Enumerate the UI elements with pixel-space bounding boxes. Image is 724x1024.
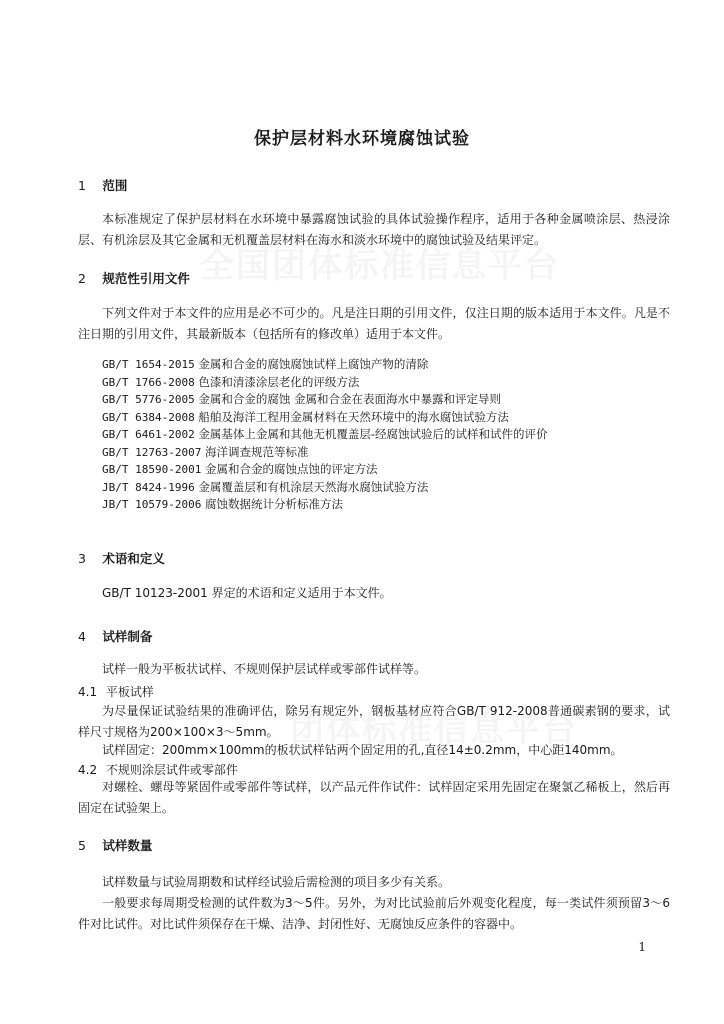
- section-heading-normative-references: [78, 269, 190, 287]
- subsection-heading-flat-specimen: [78, 683, 154, 700]
- reference-item: [102, 496, 548, 514]
- section-heading-specimen-preparation: [78, 627, 152, 645]
- section-heading-scope: [78, 176, 127, 194]
- paragraph: GB/T 10123-2001 界定的术语和定义适用于本文件。: [102, 586, 392, 600]
- section-heading-terms: [78, 549, 165, 567]
- reference-title: 腐蚀数据统计分析标准方法: [205, 497, 343, 511]
- reference-item: [102, 444, 548, 462]
- reference-title: 金属覆盖层和有机涂层天然海水腐蚀试验方法: [198, 479, 429, 494]
- paragraph: 本标准规定了保护层材料在水环境中暴露腐蚀试验的具体试验操作程序，适用于各种金属喷涂层、热浸涂层、有机涂层及其它金属和无机覆盖层材料在海水和淡水环境中的腐蚀试验及结果评定。: [78, 212, 670, 247]
- reference-title: 船舶及海洋工程用金属材料在天然环境中的海水腐蚀试验方法: [198, 409, 509, 424]
- reference-title: 金属和合金的腐蚀腐蚀试样上腐蚀产物的清除: [198, 357, 429, 371]
- section-heading-specimen-quantity: [78, 836, 152, 854]
- section-number: 1: [78, 178, 86, 193]
- reference-code: GB/T 5776-2005: [102, 393, 195, 406]
- paragraph: 对螺栓、螺母等紧固件或零部件等试样，以产品元件作试件：试样固定采用先固定在聚氯乙稀板上，然后再固定在试验架上。: [78, 780, 670, 815]
- reference-item: [102, 461, 548, 479]
- subsection-number: 4.1: [78, 685, 98, 699]
- page-number: 1: [638, 940, 646, 954]
- subsection-number: 4.2: [78, 763, 98, 777]
- reference-title: 金属和合金的腐蚀 金属和合金在表面海水中暴露和评定导则: [198, 392, 502, 406]
- reference-code: GB/T 6461-2002: [102, 428, 195, 441]
- reference-code: JB/T 8424-1996: [102, 480, 195, 494]
- section-title: 范围: [102, 178, 128, 193]
- reference-code: GB/T 12763-2007: [102, 445, 202, 459]
- paragraph: 为尽量保证试验结果的准确评估，除另有规定外，钢板基材应符合GB/T 912-2008普通碳素钢的要求，试样尺寸规格为200×100×3～5mm。: [78, 704, 670, 739]
- reference-code: JB/T 10579-2006: [102, 498, 202, 511]
- reference-code: GB/T 1766-2008: [102, 375, 195, 389]
- reference-list: [102, 356, 548, 514]
- section-title: 规范性引用文件: [102, 271, 190, 286]
- section-title: 术语和定义: [102, 551, 165, 566]
- reference-item: [102, 391, 548, 409]
- section-number: 3: [78, 551, 86, 566]
- reference-item: [102, 426, 548, 444]
- reference-code: GB/T 6384-2008: [102, 410, 195, 424]
- watermark: 团体标准信息平台: [290, 710, 578, 750]
- document-title: 保护层材料水环境腐蚀试验: [254, 129, 470, 149]
- reference-item: [102, 374, 548, 392]
- reference-title: 金属和合金的腐蚀点蚀的评定方法: [205, 462, 378, 476]
- section-number: 2: [78, 271, 86, 286]
- reference-item: [102, 479, 548, 497]
- section-number: 4: [78, 629, 86, 644]
- section-title: 试样制备: [102, 629, 153, 644]
- reference-code: GB/T 1654-2015: [102, 358, 195, 371]
- paragraph: 试样一般为平板状试样、不规则保护层试样或零部件试样等。: [102, 662, 427, 676]
- reference-item: [102, 409, 548, 427]
- reference-item: [102, 356, 548, 374]
- reference-title: 海洋调查规范等标准: [205, 444, 309, 459]
- paragraph: 一般要求每周期受检测的试件数为3～5件。另外，为对比试验前后外观变化程度，每一类试件须预留3～6件对比试件。对比试件须保存在干燥、洁净、封闭性好、无腐蚀反应条件的容器中。: [78, 896, 670, 931]
- section-title: 试样数量: [102, 838, 153, 853]
- section-number: 5: [78, 838, 86, 853]
- reference-code: GB/T 18590-2001: [102, 463, 202, 476]
- paragraph: 下列文件对于本文件的应用是必不可少的。凡是注日期的引用文件，仅注日期的版本适用于本文件。凡是不注日期的引用文件，其最新版本（包括所有的修改单）适用于本文件。: [78, 306, 670, 341]
- subsection-heading-irregular-specimen: [78, 761, 238, 778]
- reference-title: 金属基体上金属和其他无机覆盖层-经腐蚀试验后的试样和试件的评价: [198, 427, 548, 441]
- subsection-title: 平板试样: [105, 685, 154, 699]
- watermark: 全国团体标准信息平台: [200, 246, 560, 286]
- paragraph: 试样固定：200mm×100mm的板状试样钻两个固定用的孔,直径14±0.2mm，中心距140mm。: [102, 743, 623, 757]
- subsection-title: 不规则涂层试件或零部件: [105, 763, 238, 777]
- reference-title: 色漆和清漆涂层老化的评级方法: [198, 374, 360, 389]
- paragraph: 试样数量与试验周期数和试样经试验后需检测的项目多少有关系。: [102, 875, 451, 889]
